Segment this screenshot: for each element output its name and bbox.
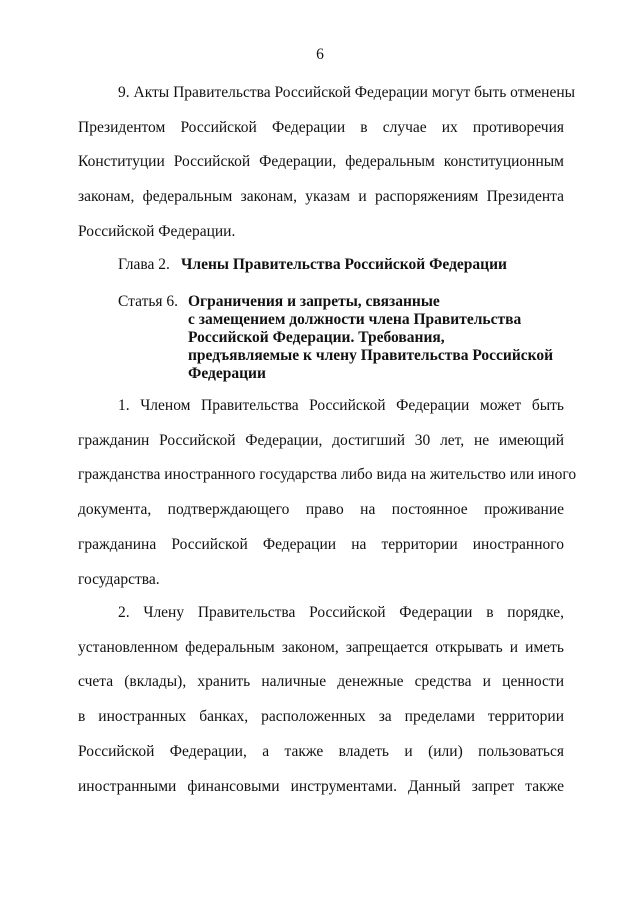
article-title xyxy=(188,293,553,383)
article-title-line: Российской Федерации. Требования, xyxy=(188,329,445,346)
paragraph-line: Российской Федерации. xyxy=(78,222,236,240)
paragraph-line: Президентом Российской Федерации в случае их противоречия xyxy=(78,118,564,136)
paragraph-line: документа, подтверждающего право на постоянное проживание xyxy=(78,501,564,519)
paragraph-line: Конституции Российской Федерации, федеральным конституционным xyxy=(78,153,564,171)
paragraph-line: 9. Акты Правительства Российской Федерации могут быть отменены xyxy=(118,84,576,101)
page-number: 6 xyxy=(316,46,324,63)
paragraph-line: счета (вклады), хранить наличные денежные средства и ценности xyxy=(78,673,564,691)
paragraph-line: гражданина Российской Федерации на территории иностранного xyxy=(78,535,564,553)
article-label: Статья 6. xyxy=(118,293,179,310)
paragraph-line: 2. Члену Правительства Российской Федерации в порядке, xyxy=(118,604,564,621)
article-title-line: Ограничения и запреты, связанные xyxy=(188,293,440,310)
paragraph-line: гражданства иностранного государства либо вида на жительство или иного xyxy=(78,466,577,484)
article-title-line: с замещением должности члена Правительства xyxy=(188,311,522,328)
chapter-title: Члены Правительства Российской Федерации xyxy=(181,256,507,273)
paragraph-1 xyxy=(78,389,577,597)
article-title-line: Федерации xyxy=(188,365,266,382)
paragraph-line: государства. xyxy=(78,570,160,588)
paragraph-line: законам, федеральным законам, указам и распоряжениям Президента xyxy=(78,188,564,206)
paragraph-line: Российской Федерации, а также владеть и (или) пользоваться xyxy=(78,742,564,760)
paragraph-line: установленном федеральным законом, запрещается открывать и иметь xyxy=(78,638,564,656)
paragraph-line: гражданин Российской Федерации, достигший 30 лет, не имеющий xyxy=(78,431,564,449)
chapter-label: Глава 2. xyxy=(118,256,170,273)
paragraph-line: в иностранных банках, расположенных за пределами территории xyxy=(78,708,564,726)
chapter-heading xyxy=(118,256,507,274)
article-title-line: предъявляемые к члену Правительства Российской xyxy=(188,347,554,364)
paragraph-line: иностранными финансовыми инструментами. Данный запрет также xyxy=(78,777,564,795)
paragraph-9 xyxy=(78,76,576,250)
article-heading xyxy=(118,293,553,383)
paragraph-line: 1. Членом Правительства Российской Федерации может быть xyxy=(118,397,564,414)
paragraph-2 xyxy=(78,596,564,804)
